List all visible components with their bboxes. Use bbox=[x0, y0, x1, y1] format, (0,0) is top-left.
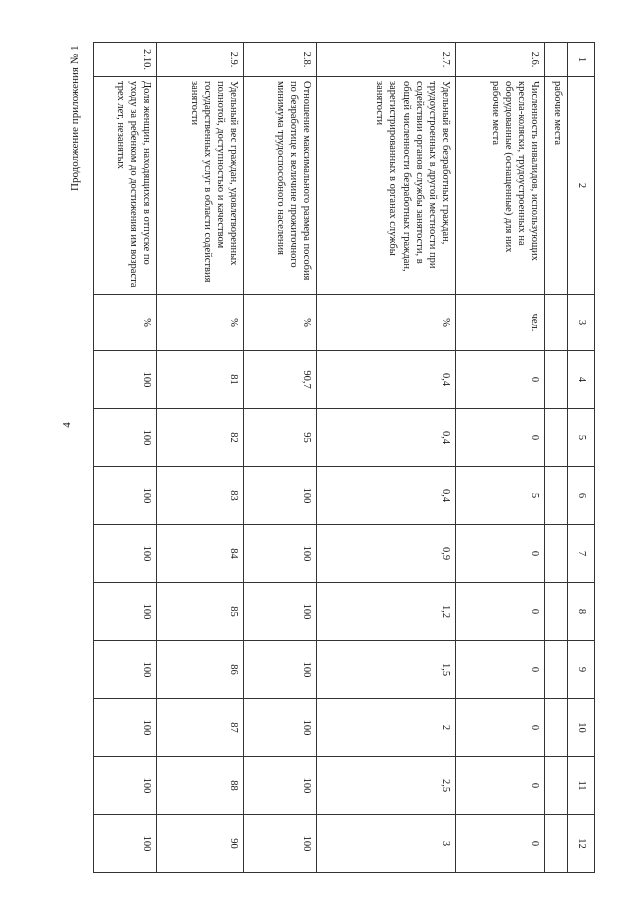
value-cell: 100 bbox=[244, 467, 317, 525]
value-cell: 5 bbox=[456, 467, 545, 525]
continuation-cell bbox=[545, 699, 568, 757]
value-cell: 0 bbox=[456, 641, 545, 699]
row-number-cell: 2.8. bbox=[244, 43, 317, 77]
continuation-cell bbox=[545, 351, 568, 409]
value-cell: 0,4 bbox=[317, 467, 456, 525]
column-header-cell: 2 bbox=[568, 77, 595, 295]
value-cell: 0,9 bbox=[317, 525, 456, 583]
value-cell: 88 bbox=[157, 757, 244, 815]
unit-cell: % bbox=[317, 295, 456, 351]
column-header-cell: 7 bbox=[568, 525, 595, 583]
column-header-cell: 9 bbox=[568, 641, 595, 699]
continuation-text: рабочие места bbox=[545, 77, 568, 295]
value-cell: 100 bbox=[94, 699, 157, 757]
value-cell: 0 bbox=[456, 583, 545, 641]
indicator-name-cell: Численность инвалидов, использующих кресла-коляски, трудоустроенных на оборудованные (оснащенные) для них рабочие места bbox=[456, 77, 545, 295]
appendix-continuation-note: Продолжение приложения № 1 bbox=[69, 45, 81, 191]
indicator-name-cell: Доля женщин, находящихся в отпуске по уходу за ребенком до достижения им возраста трех лет, незанятых bbox=[94, 77, 157, 295]
value-cell: 86 bbox=[157, 641, 244, 699]
value-cell: 0 bbox=[456, 757, 545, 815]
value-cell: 100 bbox=[94, 525, 157, 583]
continuation-cell bbox=[545, 409, 568, 467]
value-cell: 84 bbox=[157, 525, 244, 583]
continuation-cell bbox=[545, 815, 568, 873]
continuation-cell bbox=[545, 757, 568, 815]
column-header-cell: 10 bbox=[568, 699, 595, 757]
indicator-name-cell: Отношение максимального размера пособия по безработице к величине прожиточного минимума трудоспособного населения bbox=[244, 77, 317, 295]
value-cell: 85 bbox=[157, 583, 244, 641]
value-cell: 100 bbox=[94, 583, 157, 641]
value-cell: 100 bbox=[244, 757, 317, 815]
value-cell: 90 bbox=[157, 815, 244, 873]
row-number-cell: 2.10. bbox=[94, 43, 157, 77]
page-number: 4 bbox=[61, 422, 73, 428]
unit-cell: % bbox=[244, 295, 317, 351]
table-row bbox=[317, 43, 456, 873]
column-header-cell: 3 bbox=[568, 295, 595, 351]
value-cell: 0 bbox=[456, 699, 545, 757]
value-cell: 100 bbox=[94, 815, 157, 873]
value-cell: 83 bbox=[157, 467, 244, 525]
value-cell: 95 bbox=[244, 409, 317, 467]
value-cell: 0 bbox=[456, 815, 545, 873]
indicator-table bbox=[93, 42, 595, 873]
continuation-row bbox=[545, 43, 568, 873]
unit-cell: % bbox=[94, 295, 157, 351]
value-cell: 3 bbox=[317, 815, 456, 873]
continuation-cell bbox=[545, 43, 568, 77]
column-number-header bbox=[568, 43, 595, 873]
value-cell: 100 bbox=[94, 641, 157, 699]
value-cell: 100 bbox=[244, 583, 317, 641]
column-header-cell: 12 bbox=[568, 815, 595, 873]
value-cell: 0 bbox=[456, 409, 545, 467]
value-cell: 0,4 bbox=[317, 409, 456, 467]
column-header-cell: 1 bbox=[568, 43, 595, 77]
column-header-cell: 11 bbox=[568, 757, 595, 815]
table-row bbox=[456, 43, 545, 873]
value-cell: 100 bbox=[244, 641, 317, 699]
indicator-name-cell: Удельный вес безработных граждан, трудоустроенных в другой местности при содействии органов службы занятости, в общей численности безработных граждан, зарегистрированных в органах службы занятости bbox=[317, 77, 456, 295]
value-cell: 82 bbox=[157, 409, 244, 467]
value-cell: 2,5 bbox=[317, 757, 456, 815]
column-header-cell: 8 bbox=[568, 583, 595, 641]
continuation-cell bbox=[545, 525, 568, 583]
table-row bbox=[157, 43, 244, 873]
value-cell: 100 bbox=[94, 351, 157, 409]
continuation-cell bbox=[545, 583, 568, 641]
table-row bbox=[94, 43, 157, 873]
value-cell: 1,5 bbox=[317, 641, 456, 699]
value-cell: 1,2 bbox=[317, 583, 456, 641]
value-cell: 100 bbox=[244, 815, 317, 873]
column-header-cell: 6 bbox=[568, 467, 595, 525]
unit-cell: % bbox=[157, 295, 244, 351]
indicator-table-container bbox=[87, 42, 595, 872]
value-cell: 81 bbox=[157, 351, 244, 409]
value-cell: 90,7 bbox=[244, 351, 317, 409]
column-header-cell: 5 bbox=[568, 409, 595, 467]
continuation-cell bbox=[545, 295, 568, 351]
table-row bbox=[244, 43, 317, 873]
unit-cell: чел. bbox=[456, 295, 545, 351]
value-cell: 100 bbox=[94, 757, 157, 815]
value-cell: 0 bbox=[456, 525, 545, 583]
value-cell: 100 bbox=[244, 699, 317, 757]
value-cell: 0 bbox=[456, 351, 545, 409]
value-cell: 100 bbox=[94, 467, 157, 525]
indicator-table-body bbox=[94, 43, 595, 873]
continuation-cell bbox=[545, 641, 568, 699]
row-number-cell: 2.9. bbox=[157, 43, 244, 77]
row-number-cell: 2.7. bbox=[317, 43, 456, 77]
value-cell: 100 bbox=[244, 525, 317, 583]
value-cell: 2 bbox=[317, 699, 456, 757]
continuation-cell bbox=[545, 467, 568, 525]
indicator-name-cell: Удельный вес граждан, удовлетворенных полнотой, доступностью и качеством государственных услуг в области содействия занятости bbox=[157, 77, 244, 295]
value-cell: 87 bbox=[157, 699, 244, 757]
value-cell: 100 bbox=[94, 409, 157, 467]
column-header-cell: 4 bbox=[568, 351, 595, 409]
row-number-cell: 2.6. bbox=[456, 43, 545, 77]
value-cell: 0,4 bbox=[317, 351, 456, 409]
